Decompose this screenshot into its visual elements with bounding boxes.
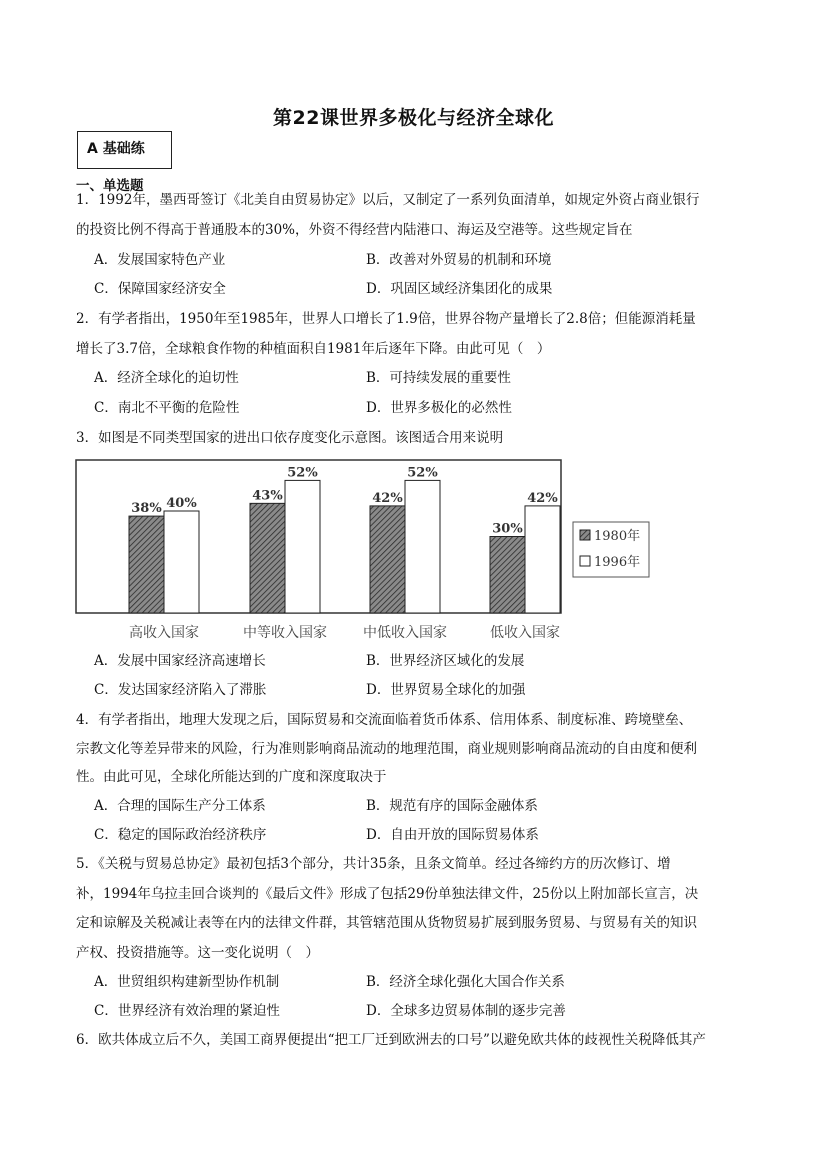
data-label-1980-4: 30% — [492, 521, 523, 537]
question-5-line-4: 产权、投资措施等。这一变化说明（ ） — [76, 945, 319, 961]
bar-1980-3 — [370, 506, 405, 613]
data-label-1996-4: 42% — [527, 490, 558, 506]
question-1-option-c: C．保障国家经济安全 — [94, 281, 226, 297]
data-label-1980-1: 38% — [131, 501, 162, 517]
question-5-line-2: 补，1994年乌拉圭回合谈判的《最后文件》形成了包括29份单独法律文件，25份以上附加部长宣言，决 — [76, 886, 699, 902]
question-6-line-1: 6．欧共体成立后不久，美国工商界便提出“把工厂迁到欧洲去的口号”以避免欧共体的歧视性关税降低其产 — [76, 1032, 706, 1048]
bar-1980-1 — [129, 516, 164, 613]
question-5-option-b: B．经济全球化强化大国合作关系 — [366, 974, 565, 990]
category-label-2: 中等收入国家 — [243, 625, 327, 641]
question-3-line-1: 3．如图是不同类型国家的进出口依存度变化示意图。该图适合用来说明 — [76, 430, 504, 446]
bar-1996-1 — [164, 511, 199, 613]
question-1-option-a: A．发展国家特色产业 — [94, 252, 226, 268]
question-1-option-b: B．改善对外贸易的机制和环境 — [366, 252, 552, 268]
data-label-1980-3: 42% — [372, 490, 403, 506]
question-5-option-d: D．全球多边贸易体制的逐步完善 — [366, 1003, 566, 1019]
chart-legend — [573, 522, 649, 577]
question-2-option-d: D．世界多极化的必然性 — [366, 400, 512, 416]
question-3-option-b: B．世界经济区域化的发展 — [366, 653, 525, 669]
question-4-option-b: B．规范有序的国际金融体系 — [366, 798, 538, 814]
level-label: A 基础练 — [87, 141, 145, 157]
bar-1980-2 — [250, 503, 285, 613]
page-title: 第22课世界多极化与经济全球化 — [273, 107, 554, 129]
question-4-line-2: 宗教文化等差异带来的风险，行为准则影响商品流动的地理范围，商业规则影响商品流动的自由度和便利 — [76, 741, 697, 757]
legend-label-1996: 1996年 — [594, 555, 641, 570]
question-5-line-1: 5．《关税与贸易总协定》最初包括3个部分，共计35条，且条文简单。经过各缔约方的历次修订、增 — [76, 856, 671, 872]
question-3-option-c: C．发达国家经济陷入了滞胀 — [94, 682, 267, 698]
legend-swatch-1980 — [580, 530, 590, 540]
category-label-3: 中低收入国家 — [363, 625, 447, 641]
question-5-line-3: 定和谅解及关税减让表等在内的法律文件群，其管辖范围从货物贸易扩展到服务贸易、与贸易有关的知识 — [76, 915, 697, 931]
question-2-line-2: 增长了3.7倍，全球粮食作物的种植面积自1981年后逐年下降。由此可见（ ） — [76, 341, 551, 357]
question-3-option-d: D．世界贸易全球化的加强 — [366, 682, 526, 698]
bar-1996-2 — [285, 480, 320, 613]
question-4-option-a: A．合理的国际生产分工体系 — [94, 798, 266, 814]
question-1-line-1: 1．1992年，墨西哥签订《北美自由贸易协定》以后，又制定了一系列负面清单，如规定外资占商业银行 — [76, 192, 700, 208]
category-label-1: 高收入国家 — [129, 625, 199, 641]
trade-dependency-chart — [75, 459, 675, 644]
question-2-option-c: C．南北不平衡的危险性 — [94, 400, 240, 416]
bar-1996-4 — [525, 506, 560, 613]
legend-label-1980: 1980年 — [594, 529, 641, 544]
question-2-line-1: 2．有学者指出，1950年至1985年，世界人口增长了1.9倍，世界谷物产量增长了2.8倍；但能源消耗量 — [76, 311, 696, 327]
section-heading: 一、单选题 — [76, 178, 144, 194]
question-4-line-3: 性。由此可见，全球化所能达到的广度和深度取决于 — [76, 769, 387, 785]
data-label-1980-2: 43% — [252, 488, 283, 504]
question-5-option-c: C．世界经济有效治理的紧迫性 — [94, 1003, 280, 1019]
data-label-1996-3: 52% — [407, 465, 438, 481]
question-4-line-1: 4．有学者指出，地理大发现之后，国际贸易和交流面临着货币体系、信用体系、制度标准、跨境壁垒、 — [76, 712, 693, 728]
category-label-4: 低收入国家 — [490, 625, 560, 641]
question-3-option-a: A．发展中国家经济高速增长 — [94, 653, 266, 669]
level-badge — [77, 131, 172, 169]
bar-1996-3 — [405, 480, 440, 613]
question-1-option-d: D．巩固区域经济集团化的成果 — [366, 281, 553, 297]
question-1-line-2: 的投资比例不得高于普通股本的30%，外资不得经营内陆港口、海运及空港等。这些规定旨在 — [76, 222, 633, 238]
question-4-option-d: D．自由开放的国际贸易体系 — [366, 827, 539, 843]
question-4-option-c: C．稳定的国际政治经济秩序 — [94, 827, 267, 843]
question-5-option-a: A．世贸组织构建新型协作机制 — [94, 974, 280, 990]
question-2-option-b: B．可持续发展的重要性 — [366, 370, 511, 386]
question-2-option-a: A．经济全球化的迫切性 — [94, 370, 239, 386]
legend-swatch-1996 — [580, 556, 590, 566]
data-label-1996-1: 40% — [166, 496, 197, 511]
data-label-1996-2: 52% — [287, 465, 318, 481]
bar-1980-4 — [490, 537, 525, 614]
